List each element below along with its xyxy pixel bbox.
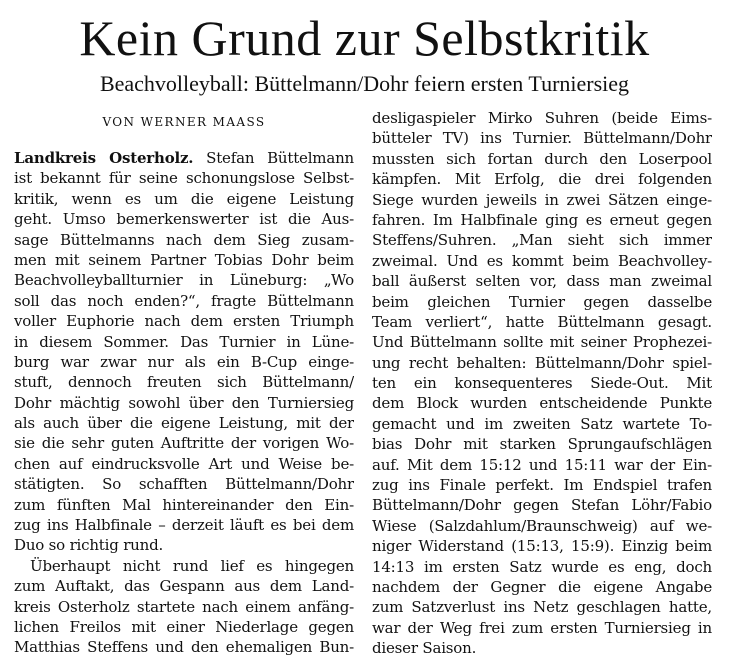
article-line: ung recht behalten: Büttelmann/Dohr spiel-: [372, 353, 712, 372]
article-line: dem Block wurden entscheidende Punkte: [372, 394, 712, 413]
article-line: mussten sich fortan durch den Loserpool: [372, 149, 712, 168]
article-line: Steffens/Suhren. „Man sieht sich immer: [372, 231, 712, 250]
article-line: niger Widerstand (15:13, 15:9). Einzig beim: [372, 537, 712, 556]
headline: Kein Grund zur Selbstkritik: [79, 10, 650, 66]
article-line: voller Euphorie nach dem ersten Triumph: [14, 312, 354, 331]
article-line: Beachvolleyballturnier in Lüneburg: „Wo: [14, 271, 354, 290]
article-column-1: [14, 148, 354, 658]
article-line: Wiese (Salzdahlum/Braunschweig) auf we-: [372, 516, 712, 535]
subheadline: Beachvolleyball: Büttelmann/Dohr feiern ersten Turniersieg: [99, 71, 630, 96]
byline: VON WERNER MAASS: [102, 115, 266, 129]
article-line: kritik, wenn es um die eigene Leistung: [14, 189, 354, 208]
article-line: soll das noch enden?“, fragte Büttelmann: [14, 291, 354, 310]
article-line: sage Büttelmanns nach dem Sieg zusam-: [14, 230, 354, 249]
article-line: fahren. Im Halbfinale ging es erneut gegen: [372, 210, 712, 229]
article-line: stätigten. So schafften Büttelmann/Dohr: [14, 475, 354, 494]
article-line: chen auf eindrucksvolle Art und Weise be-: [14, 454, 354, 473]
article-line: Büttelmann/Dohr gegen Stefan Löhr/Fabio: [372, 496, 712, 515]
article-line: dieser Saison.: [372, 639, 477, 658]
kicker: Landkreis Osterholz.: [14, 149, 194, 167]
article-line: Überhaupt nicht rund lief es hingegen: [30, 556, 354, 575]
article-line: burg war zwar nur als ein B-Cup einge-: [14, 352, 354, 371]
article-line: war der Weg frei zum ersten Turniersieg in: [372, 618, 712, 637]
article-line: lichen Freilos mit einer Niederlage gegen: [14, 617, 354, 636]
article-line: als auch über die eigene Leistung, mit der: [14, 414, 354, 433]
article-line: Matthias Steffens und den ehemaligen Bun-: [14, 638, 354, 657]
article-line: geht. Umso bemerkenswerter ist die Aus-: [14, 210, 354, 229]
article-line: bias Dohr mit starken Sprungaufschlägen: [372, 435, 712, 454]
article-line: kreis Osterholz startete nach einem anfäng-: [14, 597, 354, 616]
article-line: Dohr mächtig sowohl über den Turniersieg: [14, 393, 354, 412]
article-line: ball äußerst selten vor, dass man zweimal: [372, 272, 712, 291]
article-line: bütteler TV) ins Turnier. Büttelmann/Dohr: [372, 129, 712, 148]
article-line: zum Satzverlust ins Netz geschlagen hatte,: [372, 598, 712, 617]
article-line: beim gleichen Turnier gegen dasselbe: [372, 292, 712, 311]
article-line: ist bekannt für seine schonungslose Selbst-: [14, 169, 354, 188]
article-column-2: [372, 108, 712, 659]
article-line: 14:13 im ersten Satz wurde es eng, doch: [372, 557, 712, 576]
article-line: auf. Mit dem 15:12 und 15:11 war der Ein-: [372, 455, 712, 474]
article-line: gemacht und im zweiten Satz wartete To-: [372, 414, 712, 433]
article-line: sie die sehr guten Auftritte der vorigen Wo-: [14, 434, 354, 453]
article-line: Landkreis Osterholz. Stefan Büttelmann: [14, 149, 354, 167]
article-line: zum fünften Mal hintereinander den Ein-: [14, 495, 354, 514]
article-line: zug ins Halbfinale – derzeit läuft es bei dem: [14, 516, 354, 535]
article-line: Team verliert“, hatte Büttelmann gesagt.: [372, 312, 712, 331]
article-line: Duo so richtig rund.: [14, 536, 164, 555]
article-line: in diesem Sommer. Das Turnier in Lüne-: [14, 332, 354, 351]
article-line: Siege wurden jeweils in zwei Sätzen einge-: [372, 190, 712, 209]
article-line: Und Büttelmann sollte mit seiner Prophezei-: [372, 333, 712, 352]
article-line: zweimal. Und es kommt beim Beachvolley-: [372, 251, 712, 270]
article-line: desligaspieler Mirko Suhren (beide Eims-: [372, 109, 712, 127]
article-line: zug ins Finale perfekt. Im Endspiel trafen: [372, 476, 712, 495]
article-line: men mit seinem Partner Tobias Dohr beim: [14, 250, 354, 269]
article-line: nachdem der Gegner die eigene Angabe: [372, 577, 712, 596]
article-line: ten ein konsequenteres Siede-Out. Mit: [372, 374, 712, 393]
article-line: stuft, dennoch freuten sich Büttelmann/: [14, 373, 354, 392]
article-line: zum Auftakt, das Gespann aus dem Land-: [14, 577, 354, 596]
article-line: kämpfen. Mit Erfolg, die drei folgenden: [372, 170, 712, 189]
